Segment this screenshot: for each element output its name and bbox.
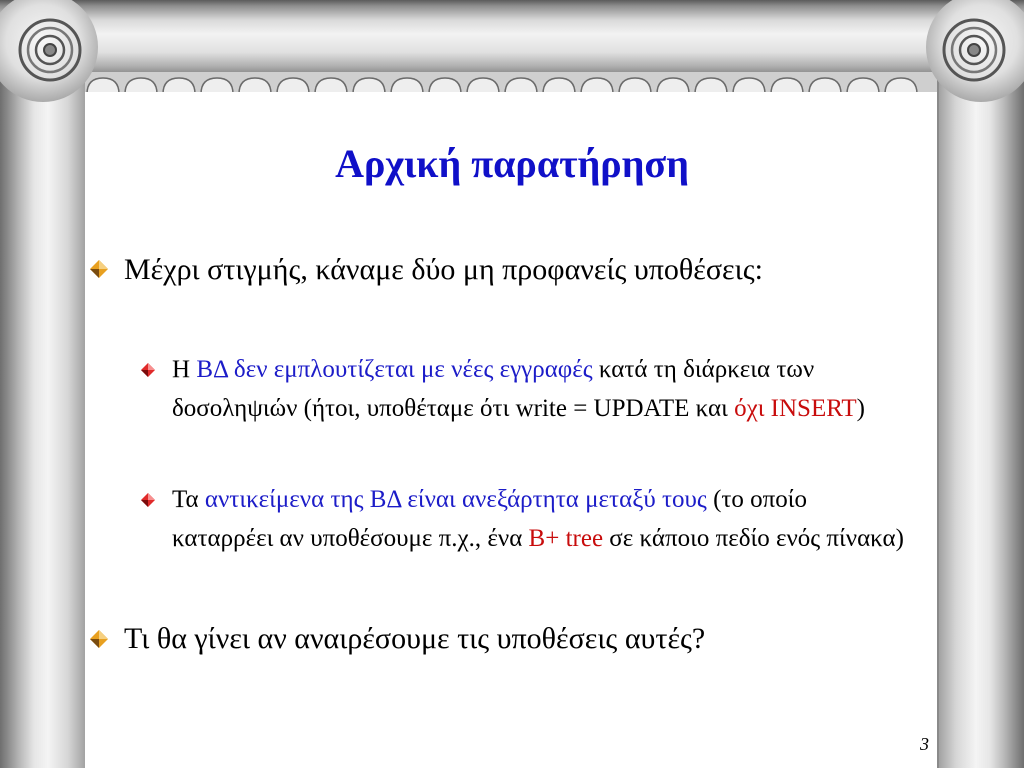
- right-column: [939, 0, 1024, 768]
- sub-bullet-2-part-4: B+ tree: [528, 524, 604, 552]
- sub-bullet-1-part-1: Η: [172, 356, 197, 383]
- diamond-bullet-icon: [140, 492, 156, 508]
- column-capital-header: [0, 0, 1024, 96]
- right-volute: [926, 0, 1024, 102]
- left-column: [0, 0, 85, 768]
- diamond-bullet-icon: [140, 362, 156, 378]
- sub-bullet-1: [172, 351, 932, 429]
- left-volute: [0, 0, 98, 102]
- sub-bullet-2-part-1: Τα: [172, 486, 205, 513]
- page-number: 3: [920, 734, 929, 754]
- sub-bullet-2-part-2: αντικείμενα της ΒΔ είναι ανεξάρτητα μεταξύ τους: [204, 486, 707, 513]
- slide-title: Αρχική παρατήρηση: [335, 141, 689, 186]
- sub-bullet-1-part-4: όχι INSERT: [734, 394, 857, 422]
- sub-bullet-2-part-3: (το οποίο καταρρέει αν υποθέσουμε π.χ., ένα: [172, 486, 808, 552]
- volute-icon: [0, 0, 98, 102]
- sub-bullet-1-part-3: κατά τη διάρκεια των δοσοληψιών (ήτοι, υποθέταμε ότι write = UPDATE και: [172, 356, 815, 422]
- dentil-molding: [85, 72, 937, 94]
- diamond-bullet-icon: [88, 258, 110, 280]
- diamond-bullet-icon: [88, 628, 110, 650]
- bullet-1: [124, 250, 824, 289]
- header-beam: [0, 0, 1024, 74]
- bullet-2-text: Τι θα γίνει αν αναιρέσουμε τις υποθέσεις αυτές?: [124, 622, 706, 655]
- sub-bullet-1-part-2: ΒΔ δεν εμπλουτίζεται με νέες εγγραφές: [196, 356, 593, 383]
- sub-bullet-2: [172, 481, 912, 559]
- slide-panel: [85, 92, 937, 768]
- bullet-2: [124, 619, 924, 658]
- sub-bullet-2-part-5: σε κάποιο πεδίο ενός πίνακα): [603, 524, 904, 552]
- bullet-1-text: Μέχρι στιγμής, κάναμε δύο μη προφανείς υποθέσεις:: [124, 253, 763, 286]
- sub-bullet-1-part-5: ): [856, 394, 865, 422]
- volute-icon: [926, 0, 1024, 102]
